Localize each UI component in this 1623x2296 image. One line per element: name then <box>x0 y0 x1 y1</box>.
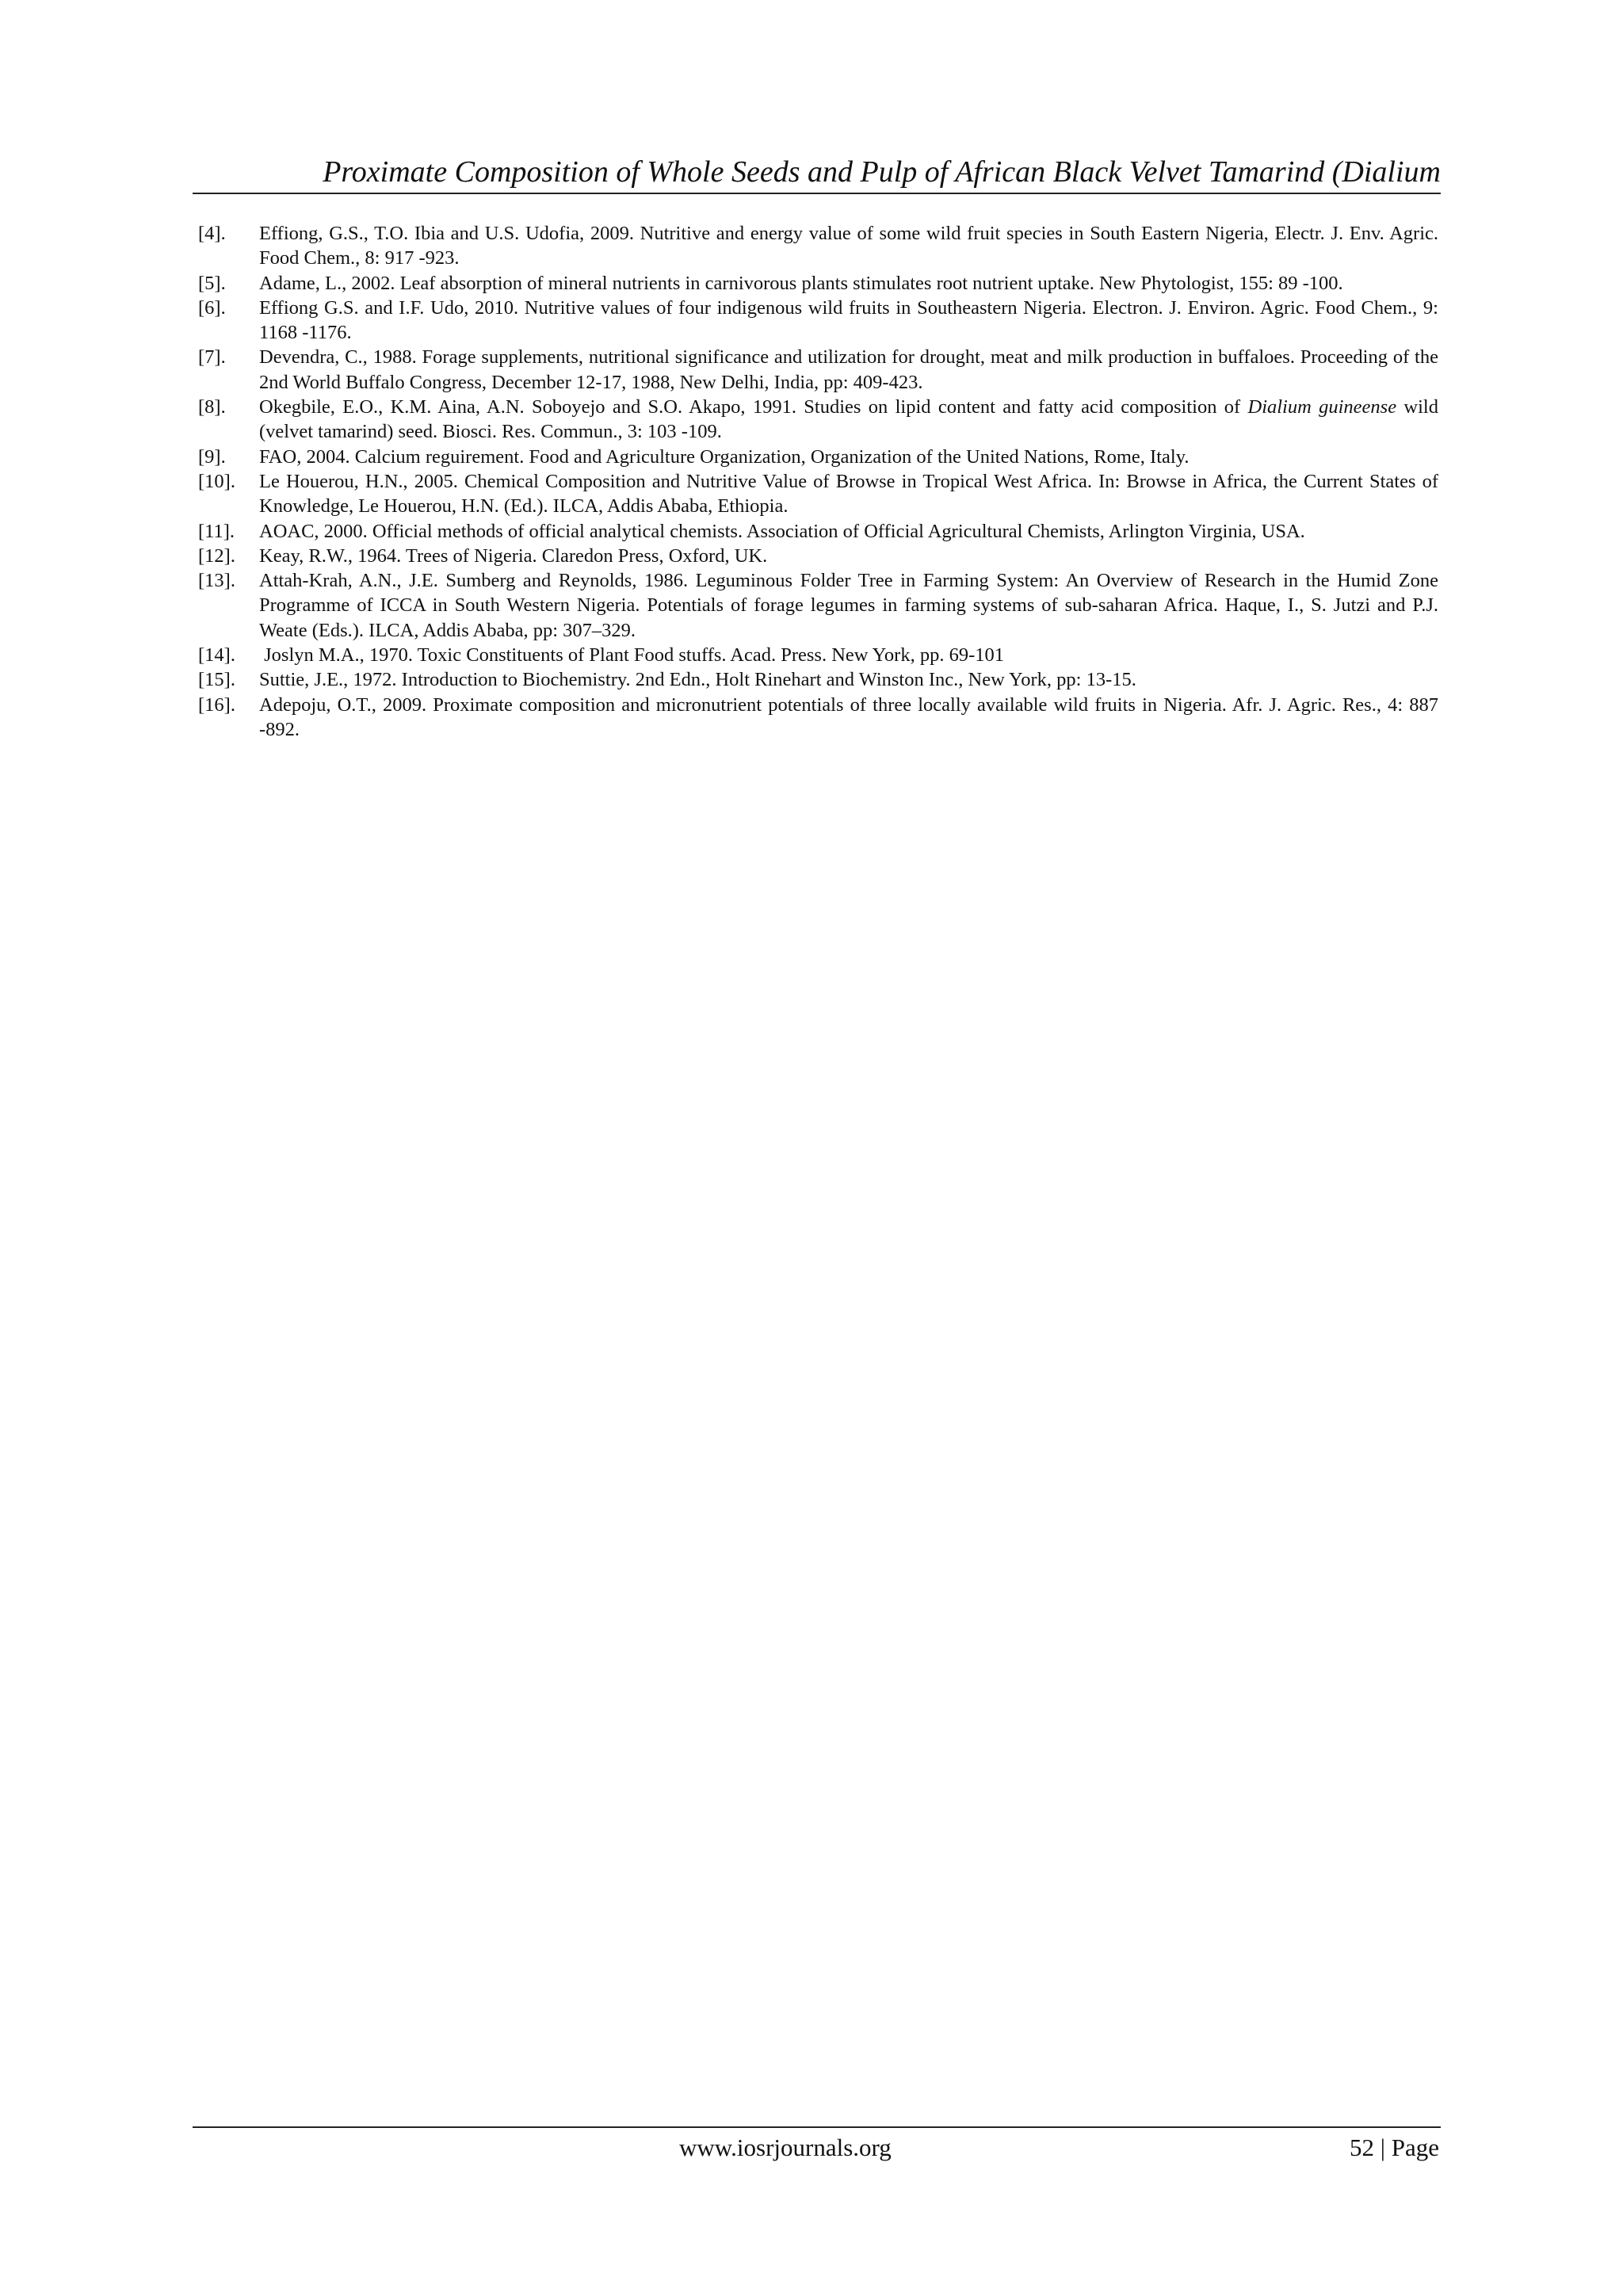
reference-text: Adame, L., 2002. Leaf absorption of mineral nutrients in carnivorous plants stimulates root nutrient uptake. New Phytologist, 155: 89 -100. <box>259 272 1343 294</box>
header-divider <box>193 193 1441 194</box>
reference-number: [5]. <box>198 272 226 294</box>
reference-item-10 <box>198 469 1438 519</box>
reference-text: Devendra, C., 1988. Forage supplements, nutritional significance and utilization for drought, meat and milk production in buffaloes. Proceeding of the 2nd World Buffalo Congress, December 12-17, 1988, New Delhi, India, pp: 409-423. <box>259 346 1438 393</box>
running-header-title: Proximate Composition of Whole Seeds and Pulp of African Black Velvet Tamarind (Dialium <box>323 155 1441 189</box>
reference-item-14 <box>198 643 1438 667</box>
reference-number: [8]. <box>198 396 226 418</box>
reference-number: [12]. <box>198 544 235 567</box>
reference-text: Le Houerou, H.N., 2005. Chemical Composition and Nutritive Value of Browse in Tropical West Africa. In: Browse in Africa, the Current States of Knowledge, Le Houerou, H.N. (Ed.). ILCA, Addis Ababa, Ethiopia. <box>259 470 1438 518</box>
reference-text-continued: wild (velvet tamarind) seed. Biosci. Res. Commun., 3: 103 -109. <box>259 396 1438 443</box>
reference-text: AOAC, 2000. Official methods of official analytical chemists. Association of Official Agricultural Chemists, Arlington Virginia, USA. <box>259 520 1305 542</box>
reference-number: [13]. <box>198 570 235 592</box>
reference-number: [15]. <box>198 669 235 691</box>
reference-number: [10]. <box>198 470 235 492</box>
reference-item-12 <box>198 544 1438 568</box>
reference-text: Attah-Krah, A.N., J.E. Sumberg and Reynolds, 1986. Leguminous Folder Tree in Farming System: An Overview of Research in the Humid Zone Programme of ICCA in South Western Nigeria. Potentials of forage legumes in farming systems of sub-saharan Africa. Haque, I., S. Jutzi and P.J. Weate (Eds.). ILCA, Addis Ababa, pp: 307–329. <box>259 570 1438 641</box>
reference-text: Effiong G.S. and I.F. Udo, 2010. Nutritive values of four indigenous wild fruits in Southeastern Nigeria. Electron. J. Environ. Agric. Food Chem., 9: 1168 -1176. <box>259 296 1438 344</box>
reference-text: Okegbile, E.O., K.M. Aina, A.N. Soboyejo and S.O. Akapo, 1991. Studies on lipid content and fatty acid composition of <box>259 396 1248 418</box>
footer-divider <box>193 2126 1441 2128</box>
reference-item-16 <box>198 693 1438 743</box>
footer-page-number: 52 | Page <box>1350 2134 1439 2161</box>
reference-item-11 <box>198 519 1438 544</box>
reference-item-9 <box>198 445 1438 469</box>
reference-item-5 <box>198 271 1438 296</box>
reference-item-8 <box>198 395 1438 445</box>
reference-list <box>198 221 1438 742</box>
reference-text: Suttie, J.E., 1972. Introduction to Biochemistry. 2nd Edn., Holt Rinehart and Winston Inc., New York, pp: 13-15. <box>259 669 1136 691</box>
reference-number: [4]. <box>198 223 226 244</box>
reference-item-6 <box>198 296 1438 346</box>
footer-journal-url: www.iosrjournals.org <box>679 2134 892 2161</box>
reference-number: [16]. <box>198 693 235 716</box>
reference-text: Keay, R.W., 1964. Trees of Nigeria. Claredon Press, Oxford, UK. <box>259 544 768 567</box>
reference-item-7 <box>198 345 1438 395</box>
reference-text: Joslyn M.A., 1970. Toxic Constituents of Plant Food stuffs. Acad. Press. New York, pp. 69-101 <box>259 644 1004 667</box>
reference-number: [7]. <box>198 346 226 369</box>
reference-number: [6]. <box>198 296 226 319</box>
reference-text: Effiong, G.S., T.O. Ibia and U.S. Udofia, 2009. Nutritive and energy value of some wild fruit species in South Eastern Nigeria, Electr. J. Env. Agric. Food Chem., 8: 917 -923. <box>259 223 1438 269</box>
reference-item-13 <box>198 568 1438 643</box>
reference-number: [11]. <box>198 520 235 542</box>
reference-number: [14]. <box>198 644 235 667</box>
reference-item-4 <box>198 221 1438 271</box>
reference-text: Adepoju, O.T., 2009. Proximate composition and micronutrient potentials of three locally available wild fruits in Nigeria. Afr. J. Agric. Res., 4: 887 -892. <box>259 693 1438 740</box>
reference-text: FAO, 2004. Calcium reguirement. Food and Agriculture Organization, Organization of the United Nations, Rome, Italy. <box>259 445 1190 468</box>
species-name: Dialium guineense <box>1247 396 1397 418</box>
reference-item-15 <box>198 667 1438 692</box>
reference-number: [9]. <box>198 445 226 468</box>
